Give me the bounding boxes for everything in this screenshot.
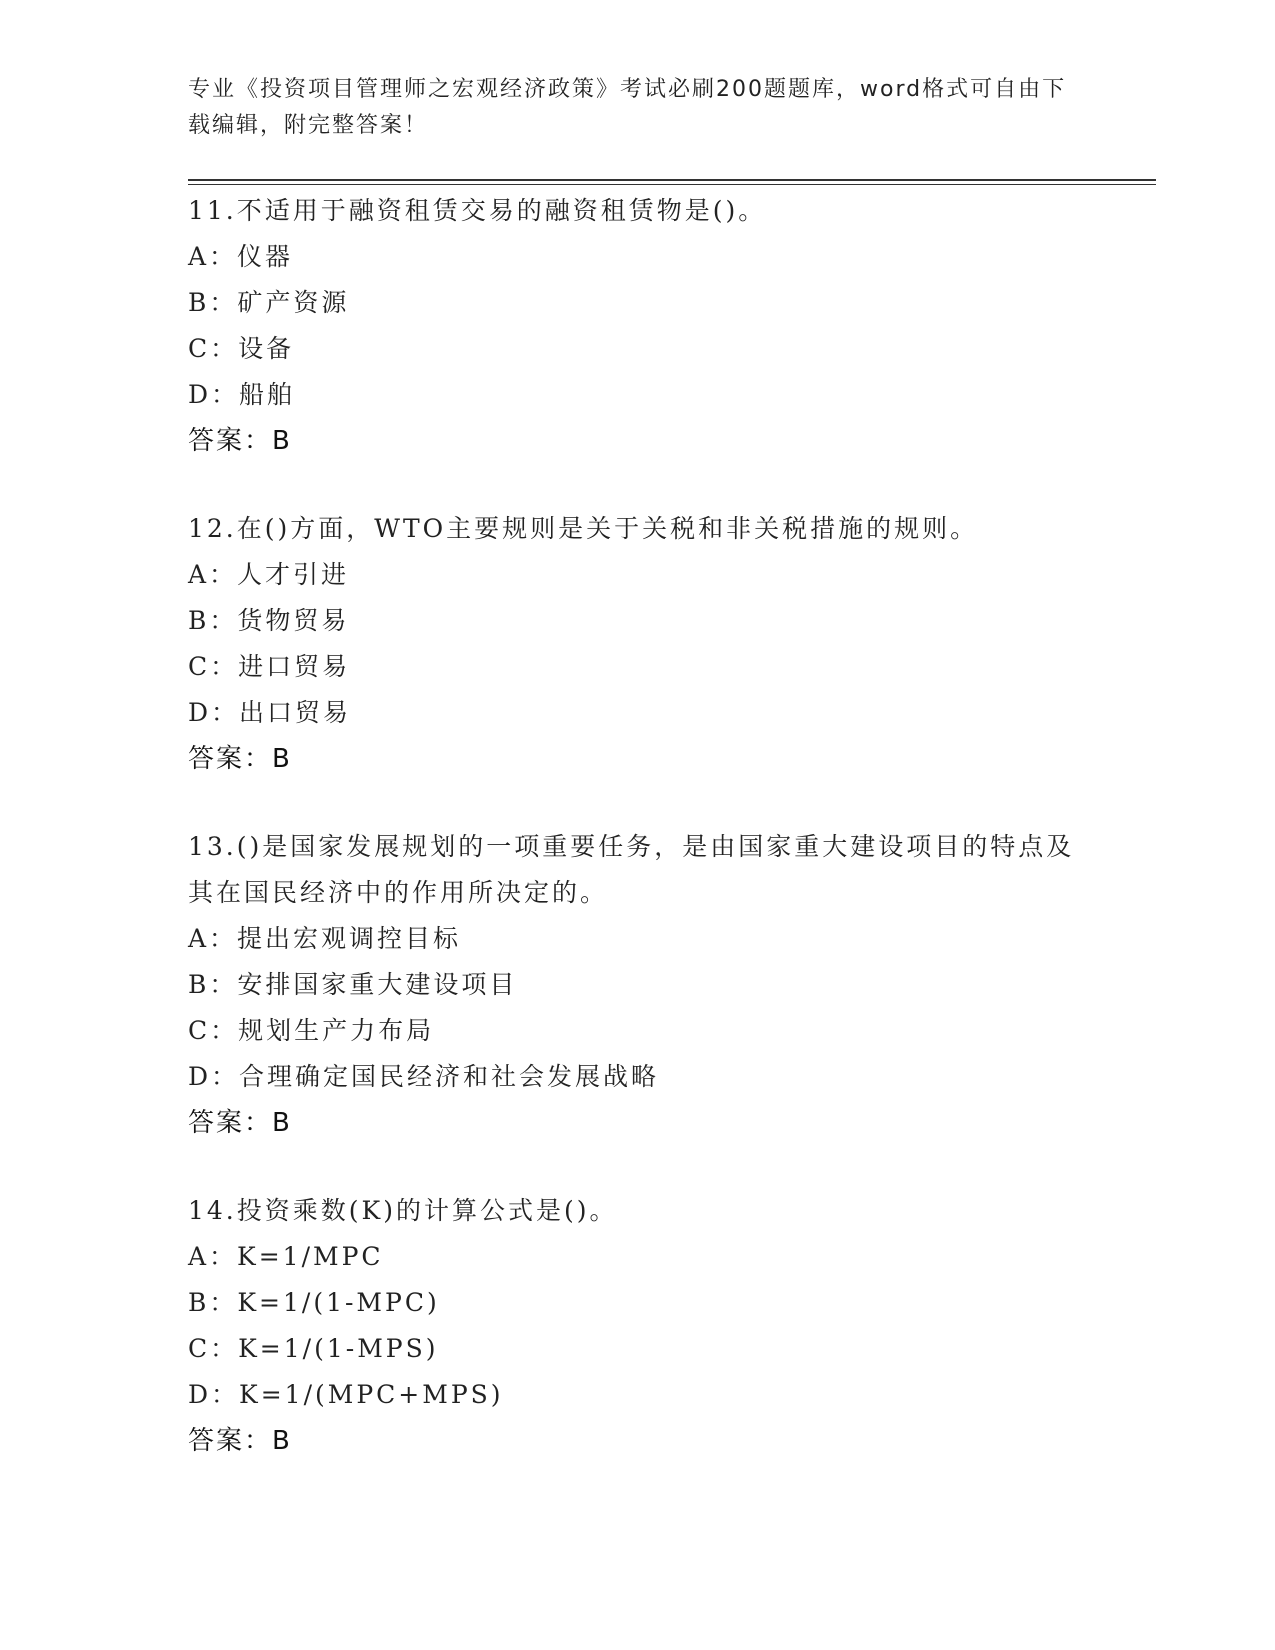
question-14 [188, 1188, 1148, 1464]
answer-line: 答案：B [188, 1108, 292, 1138]
question-stem: 13.()是国家发展规划的一项重要任务，是由国家重大建设项目的特点及其在国民经济中的作用所决定的。 [188, 832, 1075, 907]
option-c: C：K=1/(1-MPS) [188, 1334, 439, 1363]
header-divider-thin [188, 184, 1156, 185]
option-d: D：K=1/(MPC+MPS) [188, 1380, 504, 1409]
option-b: B：安排国家重大建设项目 [188, 970, 518, 999]
answer-line: 答案：B [188, 744, 292, 774]
option-d: D：合理确定国民经济和社会发展战略 [188, 1062, 660, 1091]
option-d: D：出口贸易 [188, 698, 352, 727]
option-a: A：仪器 [188, 242, 294, 271]
question-11 [188, 188, 1148, 464]
option-b: B：矿产资源 [188, 288, 350, 317]
option-a: A：K=1/MPC [188, 1242, 384, 1271]
question-list [188, 188, 1148, 1506]
answer-line: 答案：B [188, 426, 292, 456]
option-c: C：设备 [188, 334, 295, 363]
option-a: A：人才引进 [188, 560, 350, 589]
question-stem: 11.不适用于融资租赁交易的融资租赁物是()。 [188, 196, 767, 225]
option-c: C：规划生产力布局 [188, 1016, 435, 1045]
option-d: D：船舶 [188, 380, 296, 409]
document-intro: 专业《投资项目管理师之宏观经济政策》考试必刷200题题库，word格式可自由下载编辑，附完整答案！ [188, 77, 1067, 138]
option-a: A：提出宏观调控目标 [188, 924, 462, 953]
question-13 [188, 824, 1148, 1146]
question-12 [188, 506, 1148, 782]
header-divider-thick [188, 179, 1156, 181]
question-stem: 12.在()方面，WTO主要规则是关于关税和非关税措施的规则。 [188, 514, 979, 543]
option-b: B：货物贸易 [188, 606, 350, 635]
answer-line: 答案：B [188, 1426, 292, 1456]
option-c: C：进口贸易 [188, 652, 351, 681]
option-b: B：K=1/(1-MPC) [188, 1288, 440, 1317]
question-stem: 14.投资乘数(K)的计算公式是()。 [188, 1196, 618, 1225]
